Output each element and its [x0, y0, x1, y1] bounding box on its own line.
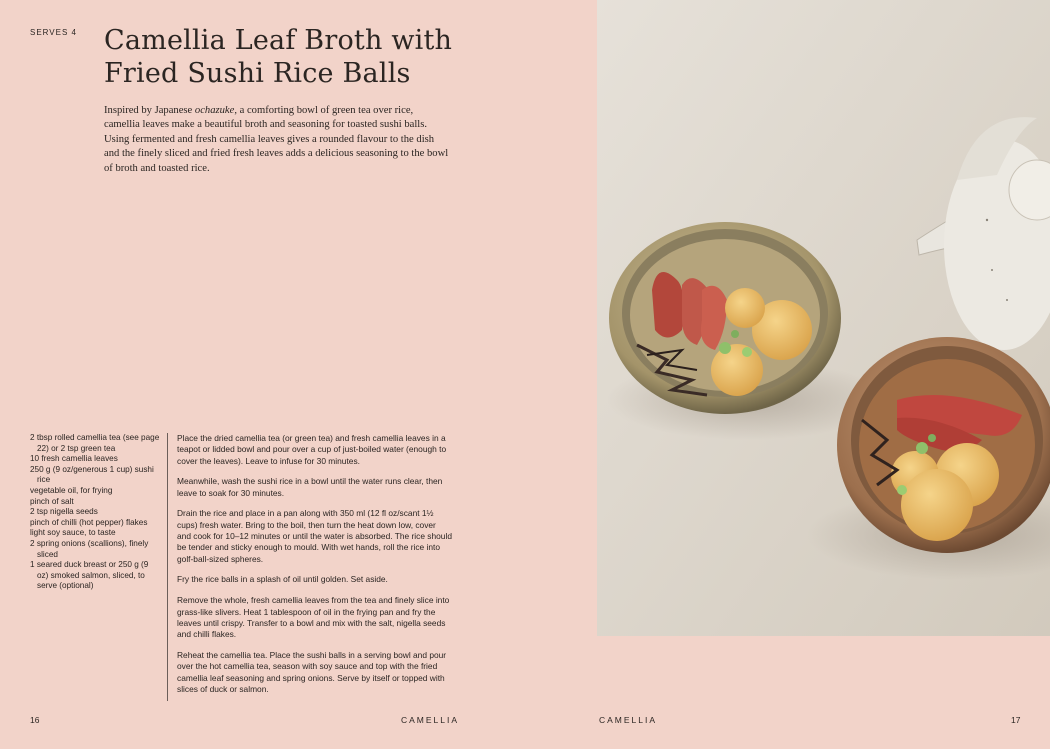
running-head-left: CAMELLIA: [401, 715, 460, 725]
method-step: Remove the whole, fresh camellia leaves from the tea and finely slice into grass-like slivers. Heat 1 tablespoon of oil in the frying pan and fry the leaves until crispy. Transfer to a bowl and mix with the salt, nigella seeds and chilli flakes.: [177, 595, 450, 640]
ingredient-item: 10 fresh camellia leaves: [30, 454, 118, 464]
method-step: Place the dried camellia tea (or green tea) and fresh camellia leaves in a teapot or lidded bowl and pour over a cup of just-boiled water (enough to cover the leaves). Leave to infuse for 30 minutes.: [177, 433, 447, 466]
bowl-1: [609, 222, 841, 414]
page-number-left: 16: [30, 715, 40, 725]
page-number-right: 17: [1011, 715, 1021, 725]
method-step: Fry the rice balls in a splash of oil until golden. Set aside.: [177, 574, 388, 585]
running-head-right: CAMELLIA: [599, 715, 658, 725]
right-page: [597, 0, 1050, 749]
column-divider: [167, 433, 168, 701]
recipe-title-line-2: Fried Sushi Rice Balls: [104, 58, 411, 89]
method-step: Reheat the camellia tea. Place the sushi balls in a serving bowl and pour over the hot camellia tea, season with soy sauce and top with the fried camellia leaf seasoning and spring onions. Serve by itself or topped with slices of duck or salmon.: [177, 649, 447, 694]
serves-label: SERVES 4: [30, 28, 77, 37]
ingredient-item: 2 spring onions (scallions), finely sliced: [30, 538, 149, 559]
recipe-title: [104, 24, 544, 90]
intro-italic-term: ochazuke: [194, 105, 235, 116]
ingredient-item: 2 tsp nigella seeds: [30, 507, 98, 517]
ingredient-item: vegetable oil, for frying: [30, 485, 113, 495]
ingredient-item: pinch of salt: [30, 496, 74, 506]
ingredient-item: 1 seared duck breast or 250 g (9 oz) smoked salmon, sliced, to serve (optional): [30, 560, 149, 591]
ingredient-item: pinch of chilli (hot pepper) flakes: [30, 517, 148, 527]
ingredients-list: [30, 433, 160, 592]
ingredient-item: 2 tbsp rolled camellia tea (see page 22) or 2 tsp green tea: [30, 433, 160, 453]
dish-photo: [597, 0, 1050, 636]
ingredient-item: light soy sauce, to taste: [30, 528, 116, 538]
intro-text-rest: , a comforting bowl of green tea over rice, camellia leaves make a beautiful broth and seasoning for toasted sushi balls. Using fermented and fresh camellia leaves gives a rounded flavour to the dish and the finely sliced and fried fresh leaves adds a delicious seasoning to the bowl of broth and toasted rice.: [104, 105, 449, 174]
method-step: Drain the rice and place in a pan along with 350 ml (12 fl oz/scant 1½ cups) fresh water. Bring to the boil, then turn the heat down low, cover and cook for 10–12 minutes or until the water is absorbed. The rice should be tender and sticky enough to mould. With wet hands, roll the rice into golf-ball-sized spheres.: [177, 508, 452, 564]
intro-text-start: Inspired by Japanese: [104, 105, 195, 116]
recipe-intro: [104, 104, 449, 176]
ingredient-item: 250 g (9 oz/generous 1 cup) sushi rice: [30, 464, 154, 485]
method-step: Meanwhile, wash the sushi rice in a bowl until the water runs clear, then leave to soak for 30 minutes.: [177, 476, 443, 498]
recipe-title-line-1: Camellia Leaf Broth with: [104, 25, 453, 56]
bowl-2: [837, 337, 1050, 553]
method-steps: [177, 433, 452, 705]
